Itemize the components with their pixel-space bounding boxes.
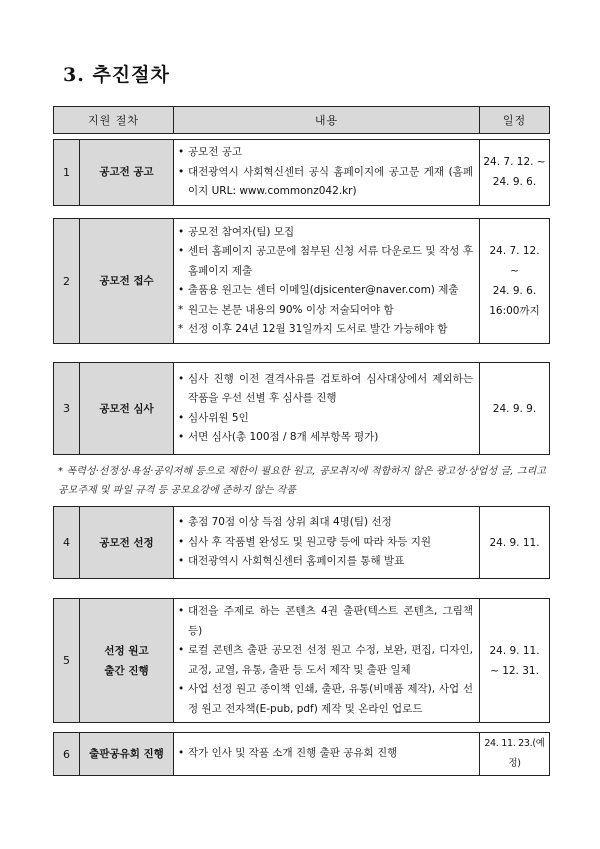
list-item: • 총점 70점 이상 득점 상위 최대 4명(팀) 선정 [178, 513, 473, 533]
list-item: • 공모전 참여자(팀) 모집 [178, 223, 473, 243]
header-content: 내용 [174, 107, 480, 134]
step-table-3 [53, 362, 550, 455]
step-date: 24. 9. 11. ~ 12. 31. [480, 599, 550, 723]
step-table-1 [53, 139, 550, 206]
step-content [174, 363, 480, 455]
step-number: 4 [54, 507, 80, 579]
step-name: 공모전 선정 [80, 507, 174, 579]
list-item: • 대전광역시 사회혁신센터 홈페이지를 통해 발표 [178, 552, 473, 572]
list-item: • 사업 선정 원고 종이책 인쇄, 출판, 유통(비매품 제작), 사업 선정 원고 전자책(E-pub, pdf) 제작 및 온라인 업로드 [178, 680, 473, 719]
list-item: • 심사위원 5인 [178, 409, 473, 429]
step-number: 1 [54, 140, 80, 206]
list-item: * 원고는 본문 내용의 90% 이상 저술되어야 함 [178, 301, 473, 321]
step-number: 2 [54, 219, 80, 344]
section-title: 3. 추진절차 [63, 64, 170, 86]
list-item: • 공모전 공고 [178, 143, 473, 163]
step-table-4 [53, 506, 550, 579]
step-date: 24. 7. 12. ~ 24. 9. 6. 16:00까지 [480, 219, 550, 344]
list-item: • 심사 후 작품별 완성도 및 원고량 등에 따라 차등 지원 [178, 533, 473, 553]
step-date: 24. 9. 11. [480, 507, 550, 579]
list-item: • 센터 홈페이지 공고문에 첨부된 신청 서류 다운로드 및 작성 후 홈페이지 제출 [178, 242, 473, 281]
step-number: 5 [54, 599, 80, 723]
step-date: 24. 11. 23.(예정) [480, 733, 550, 776]
step-content [174, 219, 480, 344]
list-item: • 심사 진행 이전 결격사유를 검토하여 심사대상에서 제외하는 작품을 우선 선별 후 심사를 진행 [178, 370, 473, 409]
step-name: 출판공유회 진행 [80, 733, 174, 776]
step-content [174, 140, 480, 206]
step-name: 선정 원고 출간 진행 [80, 599, 174, 723]
step-name: 공모전 접수 [80, 219, 174, 344]
footnote: * 폭력성·선정성·욕설·공익저해 등으로 제한이 필요한 원고, 공모취지에 적합하지 않은 광고성·상업성 글, 그리고 공모주제 및 파일 규격 등 공모요강에 준하지 않는 작품 [58, 466, 546, 496]
header-date: 일정 [480, 107, 550, 134]
step-name: 공모전 심사 [80, 363, 174, 455]
step-table-5 [53, 598, 550, 723]
list-item: • 대전광역시 사회혁신센터 공식 홈페이지에 공고문 게재 (홈페이지 URL: www.commonz042.kr) [178, 163, 473, 202]
step-table-6 [53, 732, 550, 776]
list-item: • 작가 인사 및 작품 소개 진행 출판 공유회 진행 [178, 744, 473, 764]
header-step: 지원 절차 [54, 107, 174, 134]
list-item: • 출품용 원고는 센터 이메일(djsicenter@naver.com) 제출 [178, 281, 473, 301]
step-name: 공고전 공고 [80, 140, 174, 206]
list-item: • 대전을 주제로 하는 콘텐츠 4권 출판(텍스트 콘텐츠, 그림책 등) [178, 602, 473, 641]
header-table [53, 106, 550, 134]
step-content [174, 507, 480, 579]
step-table-2 [53, 218, 550, 344]
step-content [174, 733, 480, 776]
step-date: 24. 9. 9. [480, 363, 550, 455]
list-item: * 선정 이후 24년 12월 31일까지 도서로 발간 가능해야 함 [178, 320, 473, 340]
list-item: • 로컬 콘텐츠 출판 공모전 선정 원고 수정, 보완, 편집, 디자인, 교정, 교열, 유통, 출판 등 도서 제작 및 출판 일체 [178, 641, 473, 680]
step-number: 3 [54, 363, 80, 455]
step-content [174, 599, 480, 723]
list-item: • 서면 심사(총 100점 / 8개 세부항목 평가) [178, 428, 473, 448]
step-date: 24. 7. 12. ~ 24. 9. 6. [480, 140, 550, 206]
step-number: 6 [54, 733, 80, 776]
